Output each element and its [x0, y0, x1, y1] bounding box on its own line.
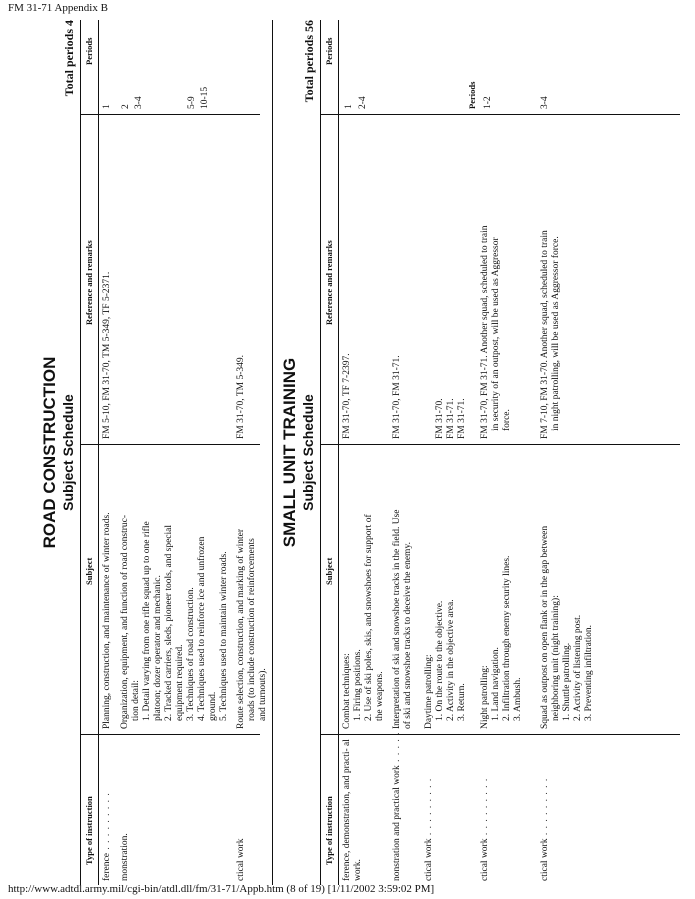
small-row2-subject: Interpretation of ski and snowshoe tracks in the field. Use of ski and snowshoe tracks to deceive the enemy. [392, 509, 413, 729]
small-row5-subject: Squad as outpost on open flank or in the gap between neighboring unit (night training): 1. Shuttle patrolling. 2. Activity of listening post. 3. Preventing infiltration. [540, 525, 594, 729]
small-subtitle: Subject Schedule [300, 394, 316, 511]
small-row1-type: ference, demonstration, and practi- al work. [342, 739, 363, 881]
page-header: FM 31-71 Appendix B [8, 2, 108, 14]
road-row2-subject: Organization, equipment, and function of road construc- tion detail: 1. Detail varying from one rifle squad up to one rifle platoon; dozer operator and mechanic. 2. Tracked carriers, sleds, pioneer tools, and special equipment required. 3. Techniques of road construction. 4. Techniques used to reinforce ice and unfrozen ground. 5. Techniques used to maintain winter roads. [120, 514, 229, 729]
small-row1-ref: FM 31-70, TF 7-2397. [342, 353, 352, 439]
small-row3-ref: FM 31-70. FM 31-71. FM 31-71. [435, 398, 467, 439]
small-row5-periods: 3-4 [540, 96, 550, 109]
small-row2-ref: FM 31-70, FM 31-71. [392, 355, 402, 439]
rotated-scan [40, 20, 680, 885]
road-subtitle: Subject Schedule [60, 394, 76, 511]
small-col-periods: Periods [324, 37, 334, 65]
road-col-ref: Reference and remarks [84, 240, 94, 325]
road-total: Total periods 4 [62, 20, 76, 97]
small-row4-ref: FM 31-70, FM 31-71. Another squad, scheduled to train in security of an outpost, will be used as Aggressor force. [480, 225, 512, 439]
small-total: Total periods 56 [302, 20, 316, 103]
road-row1-ref: FM 5-10, FM 31-70, TM 5-349, TF 5-2371. [102, 271, 112, 439]
road-row1-periods: 1 [102, 104, 112, 109]
small-row5-ref: FM 7-10, FM 31-70. Another squad, scheduled to train in night patrolling, will be used as Aggressor force. [540, 230, 561, 439]
small-row1-subject: Combat techniques: 1. Firing positions. 2. Use of ski poles, skis, and snowshoes for support of the weapons. [342, 514, 385, 729]
small-row5-type: ctical work . . . [540, 778, 551, 881]
small-col-ref: Reference and remarks [324, 240, 334, 325]
road-row3-type: ctical work [236, 838, 246, 881]
road-row3-ref: FM 31-70, TM 5-349. [236, 354, 246, 439]
road-row3-subject: Route selection, construction, and marking of winter roads (to include construction of reinforcements and turnouts). [236, 529, 268, 729]
page-footer: http://www.adtdl.army.mil/cgi-bin/atdl.dll/fm/31-71/Appb.htm (8 of 19) [1/11/2002 3:59:02 PM] [8, 883, 435, 895]
road-row2-periods: 2 3-4 5-9 10-15 [121, 86, 210, 109]
small-row4-type: ctical work . . . [480, 778, 491, 881]
small-row4-periods: Periods 1-2 [467, 81, 493, 109]
small-row1-periods: 1 2-4 [344, 96, 368, 109]
small-row4-subject: Night patrolling: 1. Land navigation. 2. Infiltration through enemy security lines. 3. Ambush. [480, 555, 523, 729]
road-row1-subject: Planning, construction, and maintenance of winter roads. [102, 512, 112, 729]
road-col-type: Type of instruction [84, 796, 94, 865]
road-row1-type: ference . . . [102, 792, 113, 881]
road-title: ROAD CONSTRUCTION [40, 356, 59, 549]
small-row3-type: ctical work . . . [424, 778, 435, 881]
road-row2-type: monstration. [120, 833, 130, 881]
small-row3-subject: Daytime patrolling: 1. On the route to the objective. 2. Activity in the objective area. 3. Return. [424, 599, 467, 729]
road-col-periods: Periods [84, 37, 94, 65]
road-col-subject: Subject [84, 557, 94, 585]
small-row2-type: nonstration and practical work . . . [392, 704, 403, 881]
small-col-type: Type of instruction [324, 796, 334, 865]
small-title: SMALL UNIT TRAINING [280, 357, 299, 548]
small-col-subject: Subject [324, 557, 334, 585]
